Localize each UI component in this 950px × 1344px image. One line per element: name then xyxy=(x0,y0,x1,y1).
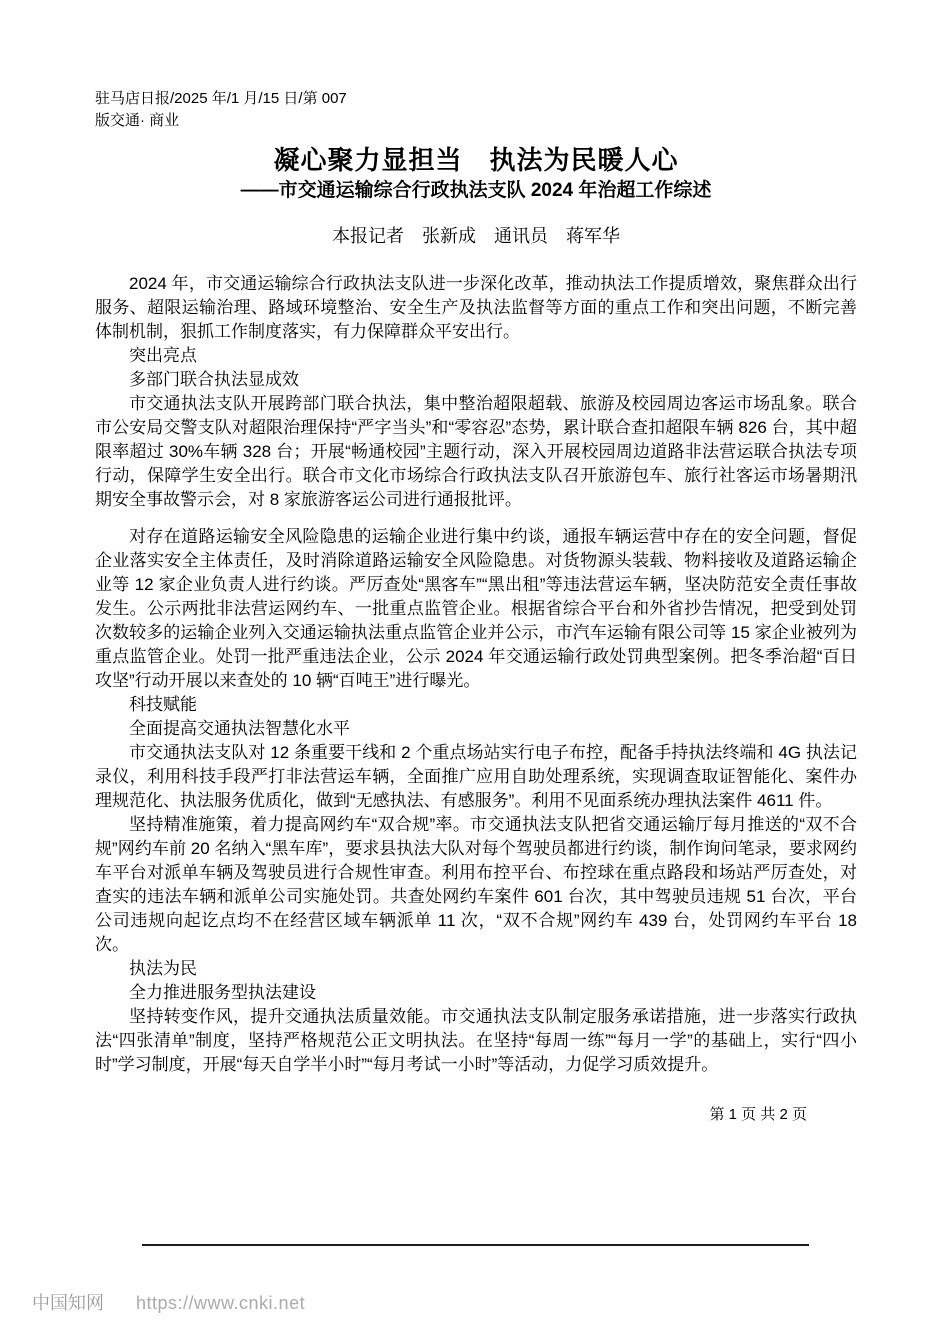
paragraph: 市交通执法支队开展跨部门联合执法，集中整治超限超载、旅游及校园周边客运市场乱象。联合市公安局交警支队对超限治理保持“严字当头”和“零容忍”态势，累计联合查扣超限车辆 826 台，其中超限率超过 30%车辆 328 台；开展“畅通校园”主题行动，深入开展校园周边道路非法营运联合执法专项行动，保障学生安全出行。联合市文化市场综合行政执法支队召开旅游包车、旅行社客运市场暑期汛期安全事故警示会，对 8 家旅游客运公司进行通报批评。 xyxy=(95,394,857,509)
byline: 本报记者 张新成 通讯员 蒋军华 xyxy=(332,226,620,246)
section-heading: 科技赋能 xyxy=(129,695,197,714)
paragraph: 对存在道路运输安全风险隐患的运输企业进行集中约谈，通报车辆运营中存在的安全问题，督促企业落实安全主体责任，及时消除道路运输安全风险隐患。对货物源头装载、物料接收及道路运输企业等 12 家企业负责人进行约谈。严厉查处“黑客车”“黑出租”等违法营运车辆，坚决防范安全责任事故发生。公示两批非法营运网约车、一批重点监管企业。根据省综合平台和外省抄告情况，把受到处罚次数较多的运输企业列入交通运输执法重点监管企业并公示，市汽车运输有限公司等 15 家企业被列为重点监管企业。处罚一批严重违法企业，公示 2024 年交通运输行政处罚典型案例。把冬季治超“百日攻坚”行动开展以来查处的 10 辆“百吨王”进行曝光。 xyxy=(95,527,857,690)
section-heading: 全力推进服务型执法建设 xyxy=(129,983,316,1002)
section-heading: 全面提高交通执法智慧化水平 xyxy=(129,719,350,738)
page-bottom-rule xyxy=(142,1244,809,1246)
cnki-watermark xyxy=(32,1292,305,1314)
page-number-indicator: 第 1 页 共 2 页 xyxy=(709,1106,807,1123)
paragraph: 2024 年，市交通运输综合行政执法支队进一步深化改革，推动执法工作提质增效，聚焦群众出行服务、超限运输治理、路域环境整治、安全生产及执法监督等方面的重点工作和突出问题，不断完善体制机制，狠抓工作制度落实，有力保障群众平安出行。 xyxy=(95,274,857,341)
cnki-url-link[interactable]: https://www.cnki.net xyxy=(136,1293,306,1313)
paragraph: 市交通执法支队对 12 条重要干线和 2 个重点场站实行电子布控，配备手持执法终端和 4G 执法记录仪，利用科技手段严打非法营运车辆，全面推广应用自助处理系统，实现调查取证智能化、案件办理规范化、执法服务优质化，做到“无感执法、有感服务”。利用不见面系统办理执法案件 4611 件。 xyxy=(95,743,857,810)
paragraph: 坚持精准施策，着力提高网约车“双合规”率。市交通执法支队把省交通运输厅每月推送的“双不合规”网约车前 20 名纳入“黑车库”，要求县执法大队对每个驾驶员都进行约谈，制作询问笔录，要求网约车平台对派单车辆及驾驶员进行合规性审查。利用布控平台、布控球在重点路段和场站严厉查处，对查实的违法车辆和派单公司实施处罚。共查处网约车案件 601 台次，其中驾驶员违规 51 台次，平台公司违规向起讫点均不在经营区域车辆派单 11 次，“双不合规”网约车 439 台，处罚网约车平台 18 次。 xyxy=(95,815,857,954)
article-content xyxy=(95,88,857,1125)
cnki-brand-text: 中国知网 xyxy=(32,1293,104,1313)
article-subtitle: ——市交通运输综合行政执法支队 2024 年治超工作综述 xyxy=(240,180,712,201)
article-title: 凝心聚力显担当 执法为民暖人心 xyxy=(273,145,679,175)
section-heading: 突出亮点 xyxy=(129,346,197,365)
section-heading: 执法为民 xyxy=(129,959,197,978)
section-heading: 多部门联合执法显成效 xyxy=(129,370,299,389)
paragraph: 坚持转变作风，提升交通执法质量效能。市交通执法支队制定服务承诺措施，进一步落实行政执法“四张清单”制度，坚持严格规范公正文明执法。在坚持“每周一练”“每月一学”的基础上，实行“四小时”学习制度，开展“每天自学半小时”“每月考试一小时”等活动，力促学习质效提升。 xyxy=(95,1007,857,1074)
edition-line: 版交通· 商业 xyxy=(95,112,180,129)
source-citation-line: 驻马店日报/2025 年/1 月/15 日/第 007 xyxy=(95,90,347,107)
article-body xyxy=(95,272,857,1077)
